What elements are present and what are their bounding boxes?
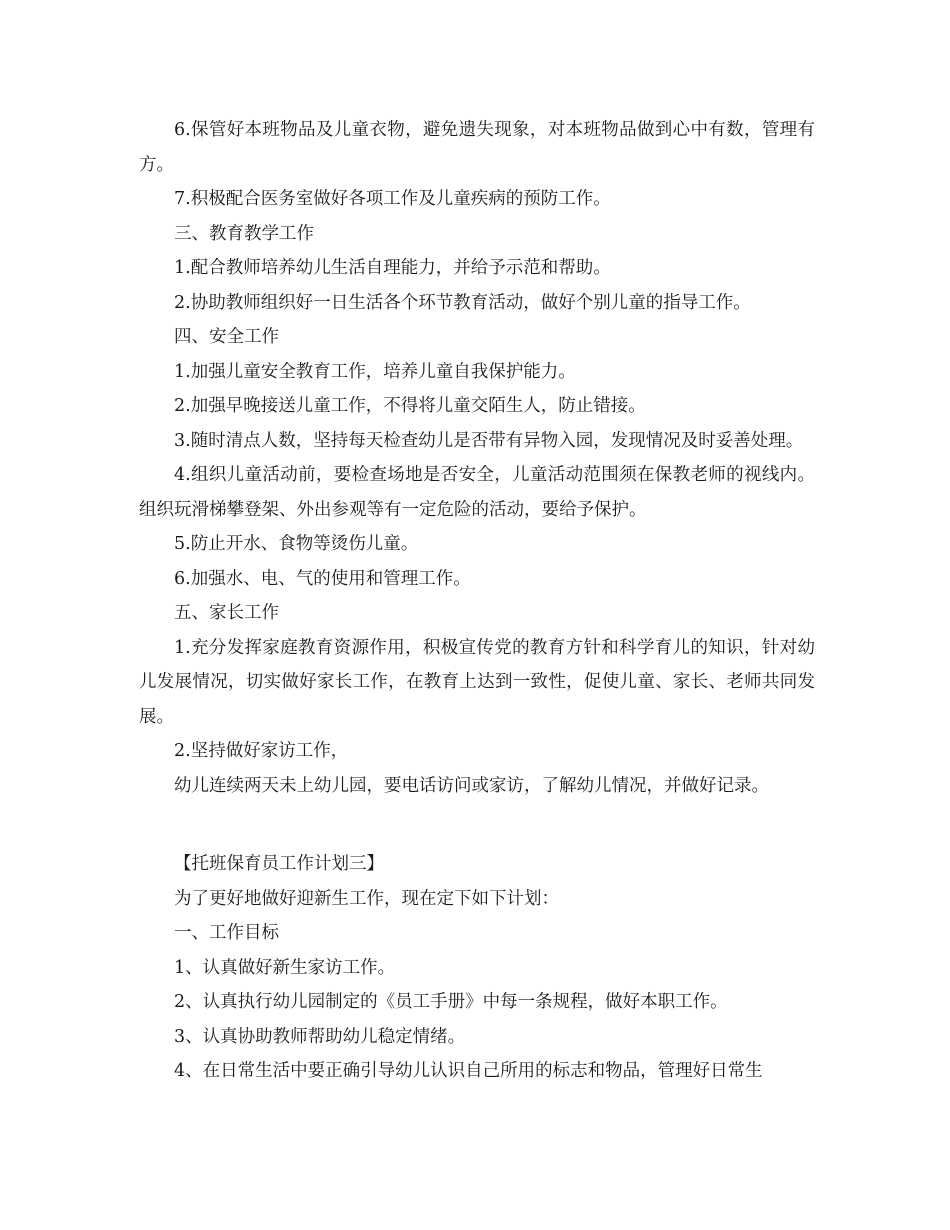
section-heading: 三、教育教学工作 [174,223,314,244]
paragraph: 6.加强水、电、气的使用和管理工作。 [174,568,471,589]
document-subtitle: 【托班保育员工作计划三】 [174,854,384,874]
paragraph: 4、在日常生活中要正确引导幼儿认识自己所用的标志和物品，管理好日常生 [174,1061,763,1081]
section-heading: 一、工作目标 [174,923,279,943]
paragraph: 7.积极配合医务室做好各项工作及儿童疾病的预防工作。 [174,189,611,209]
paragraph: 2、认真执行幼儿园制定的《员工手册》中每一条规程，做好本职工作。 [174,992,728,1012]
document-body [139,113,815,1089]
section-heading: 五、家长工作 [174,603,279,623]
paragraph: 3.随时清点人数，坚持每天检查幼儿是否带有异物入园，发现情况及时妥善处理。 [174,430,804,451]
paragraph: 2.加强早晚接送儿童工作，不得将儿童交陌生人，防止错接。 [174,396,646,416]
paragraph: 为了更好地做好迎新生工作，现在定下如下计划： [174,888,559,909]
paragraph: 1.配合教师培养幼儿生活自理能力，并给予示范和帮助。 [174,258,611,278]
paragraph: 5.防止开水、食物等烫伤儿童。 [174,534,419,554]
paragraph: 1.充分发挥家庭教育资源作用，积极宣传党的教育方针和科学育儿的知识，针对幼儿发展情况，切实做好家长工作，在教育上达到一致性，促使儿童、家长、老师共同发展。 [139,637,815,727]
paragraph: 3、认真协助教师帮助幼儿稳定情绪。 [174,1026,466,1047]
paragraph: 2.协助教师组织好一日生活各个环节教育活动，做好个别儿童的指导工作。 [174,292,751,313]
paragraph: 6.保管好本班物品及儿童衣物，避免遗失现象，对本班物品做到心中有数，管理有方。 [139,120,815,175]
paragraph: 4.组织儿童活动前，要检查场地是否安全，儿童活动范围须在保教老师的视线内。组织玩滑梯攀登架、外出参观等有一定危险的活动，要给予保护。 [139,465,815,520]
paragraph: 幼儿连续两天未上幼儿园，要电话访问或家访，了解幼儿情况，并做好记录。 [174,775,769,796]
paragraph: 1.加强儿童安全教育工作，培养儿童自我保护能力。 [174,361,576,382]
section-spacer [139,803,815,847]
section-heading: 四、安全工作 [174,327,279,347]
paragraph: 1、认真做好新生家访工作。 [174,957,396,978]
paragraph: 2.坚持做好家访工作， [174,741,349,761]
